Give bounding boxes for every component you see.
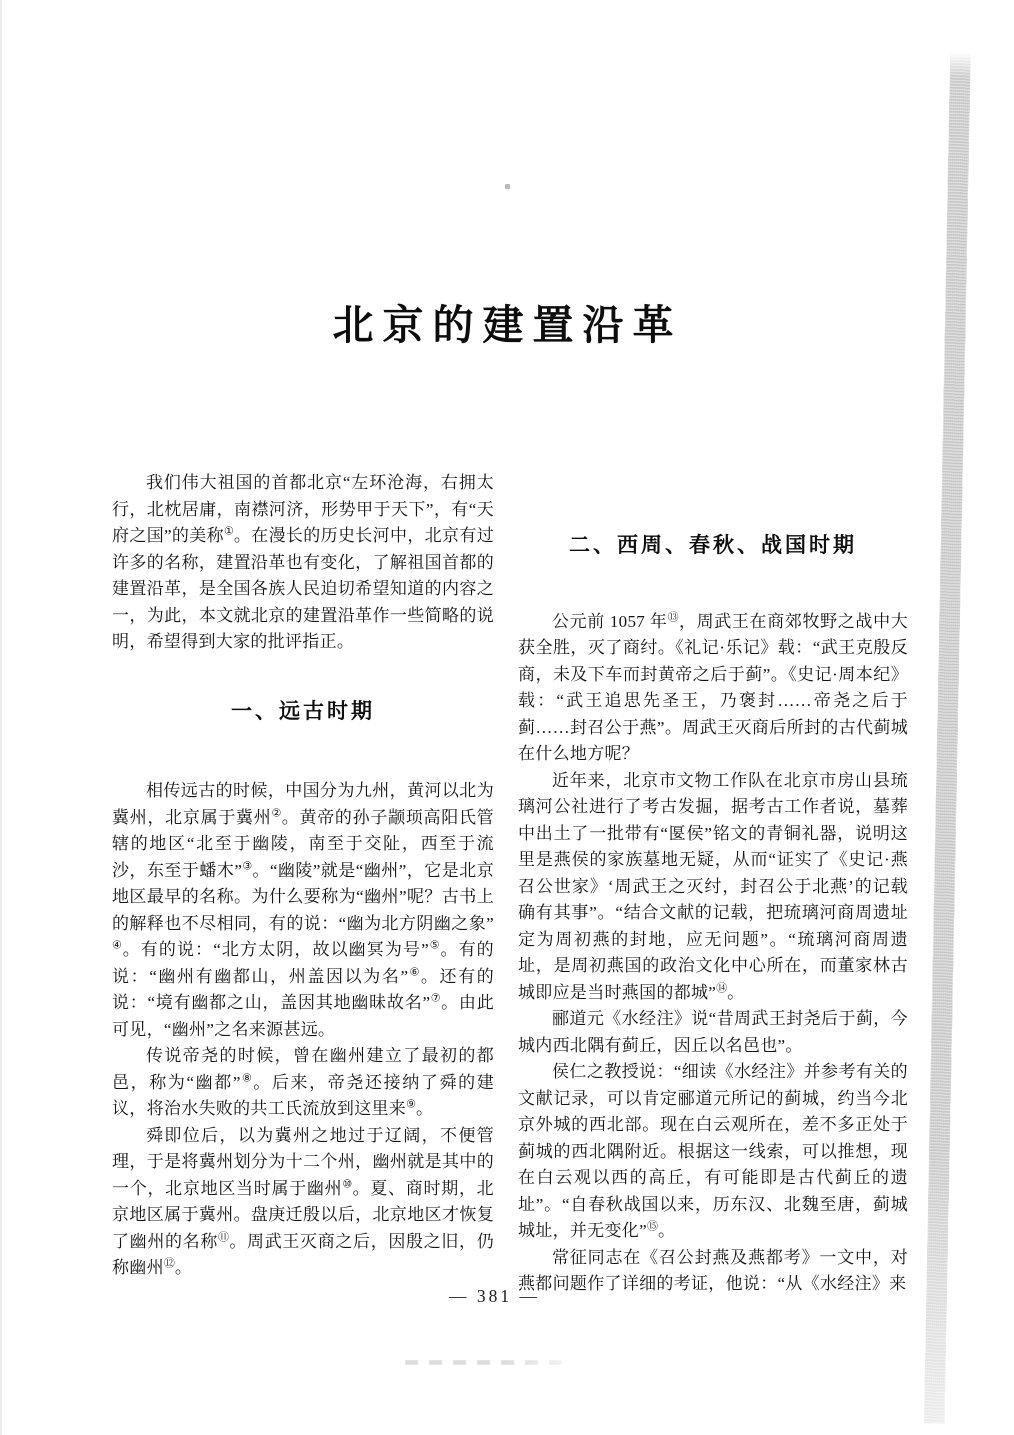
article-title: 北京的建置沿革 <box>332 302 683 348</box>
scan-noise-band <box>924 52 971 1424</box>
scan-smudge <box>405 1360 570 1365</box>
paragraph: 相传远古的时候，中国分为九州，黄河以北为冀州，北京属于冀州②。黄帝的孙子颛顼高阳氏管辖的地区“北至于幽陵，南至于交阯，西至于流沙，东至于蟠木”③。“幽陵”就是“幽州”，它是北京地区最早的名称。为什么要称为“幽州”呢？古书上的解释也不尽相同，有的说：“幽为北方阴幽之象”④。有的说：“北方太阴，故以幽冥为号”⑤。有的说：“幽州有幽都山，州盖因以为名”⑥。还有的说：“境有幽都之山，盖因其地幽昧故名”⑦。由此可见，“幽州”之名来源甚远。 <box>112 781 494 1039</box>
intro-paragraph: 我们伟大祖国的首都北京“左环沧海，右拥太行，北枕居庸，南襟河济，形势甲于天下”，有“天府之国”的美称①。在漫长的历史长河中，北京有过许多的名称，建置沿革也有变化，了解祖国首都的建置沿革，是全国各族人民迫切希望知道的内容之一，为此，本文就北京的建置沿革作一些简略的说明，希望得到大家的批评指正。 <box>112 473 494 651</box>
section-heading-2: 二、西周、春秋、战国时期 <box>569 533 857 557</box>
paragraph: 侯仁之教授说：“细读《水经注》并参考有关的文献记录，可以肯定郦道元所记的蓟城，约当今北京外城的西北部。现在白云观所在，差不多正处于蓟城的西北隅附近。根据这一线索，可以推想，现在白云观以西的高丘，有可能即是古代蓟丘的遗址”。“自春秋战国以来，历东汉、北魏至唐，蓟城城址，并无变化”⑮。 <box>518 1062 908 1240</box>
paragraph: 近年来，北京市文物工作队在北京市房山县琉璃河公社进行了考古发掘，据考古工作者说，墓葬中出土了一批带有“匽侯”铭文的青铜礼器，说明这里是燕侯的家族墓地无疑，从而“证实了《史记·燕召公世家》‘周武王之灭纣，封召公于北燕’的记载确有其事”。“结合文献的记载，把琉璃河商周遗址定为周初燕的封地，应无问题”。“琉璃河商周遗址，是周初燕国的政治文化中心所在，而董家林古城即应是当时燕国的都城”⑭。 <box>518 770 908 1002</box>
page-number: — 381 — <box>449 1286 540 1306</box>
page-edge-shadow <box>0 0 2 1435</box>
section-heading-1: 一、远古时期 <box>231 698 375 723</box>
right-column <box>518 518 908 1298</box>
paragraph: 公元前 1057 年⑬，周武王在商郊牧野之战中大获全胜，灭了商纣。《礼记·乐记》载：“武王克殷反商，未及下车而封黄帝之后于蓟”。《史记·周本纪》载：“武王追思先圣王，乃褒封……帝尧之后于蓟……封召公于燕”。周武王灭商后所封的古代蓟城在什么地方呢？ <box>518 610 909 763</box>
paragraph: 传说帝尧的时候，曾在幽州建立了最初的都邑，称为“幽都”⑧。后来，帝尧还接纳了舜的建议，将治水失败的共工氏流放到这里来⑨。 <box>112 1046 494 1118</box>
paragraph: 常征同志在《召公封燕及燕都考》一文中，对燕都问题作了详细的考证，他说：“从《水经注》来 <box>518 1247 908 1293</box>
scan-speck <box>505 184 510 189</box>
paragraph: 郦道元《水经注》说“昔周武王封尧后于蓟，今城内西北隅有蓟丘，因丘以名邑也”。 <box>518 1009 908 1055</box>
paragraph: 舜即位后，以为冀州之地过于辽阔，不便管理，于是将冀州划分为十二个州，幽州就是其中的一个，北京地区当时属于幽州⑩。夏、商时期，北京地区属于冀州。盘庚迁殷以后，北京地区才恢复了幽州的名称⑪。周武王灭商之后，因殷之旧，仍称幽州⑫。 <box>112 1125 494 1277</box>
left-column <box>112 470 494 1282</box>
